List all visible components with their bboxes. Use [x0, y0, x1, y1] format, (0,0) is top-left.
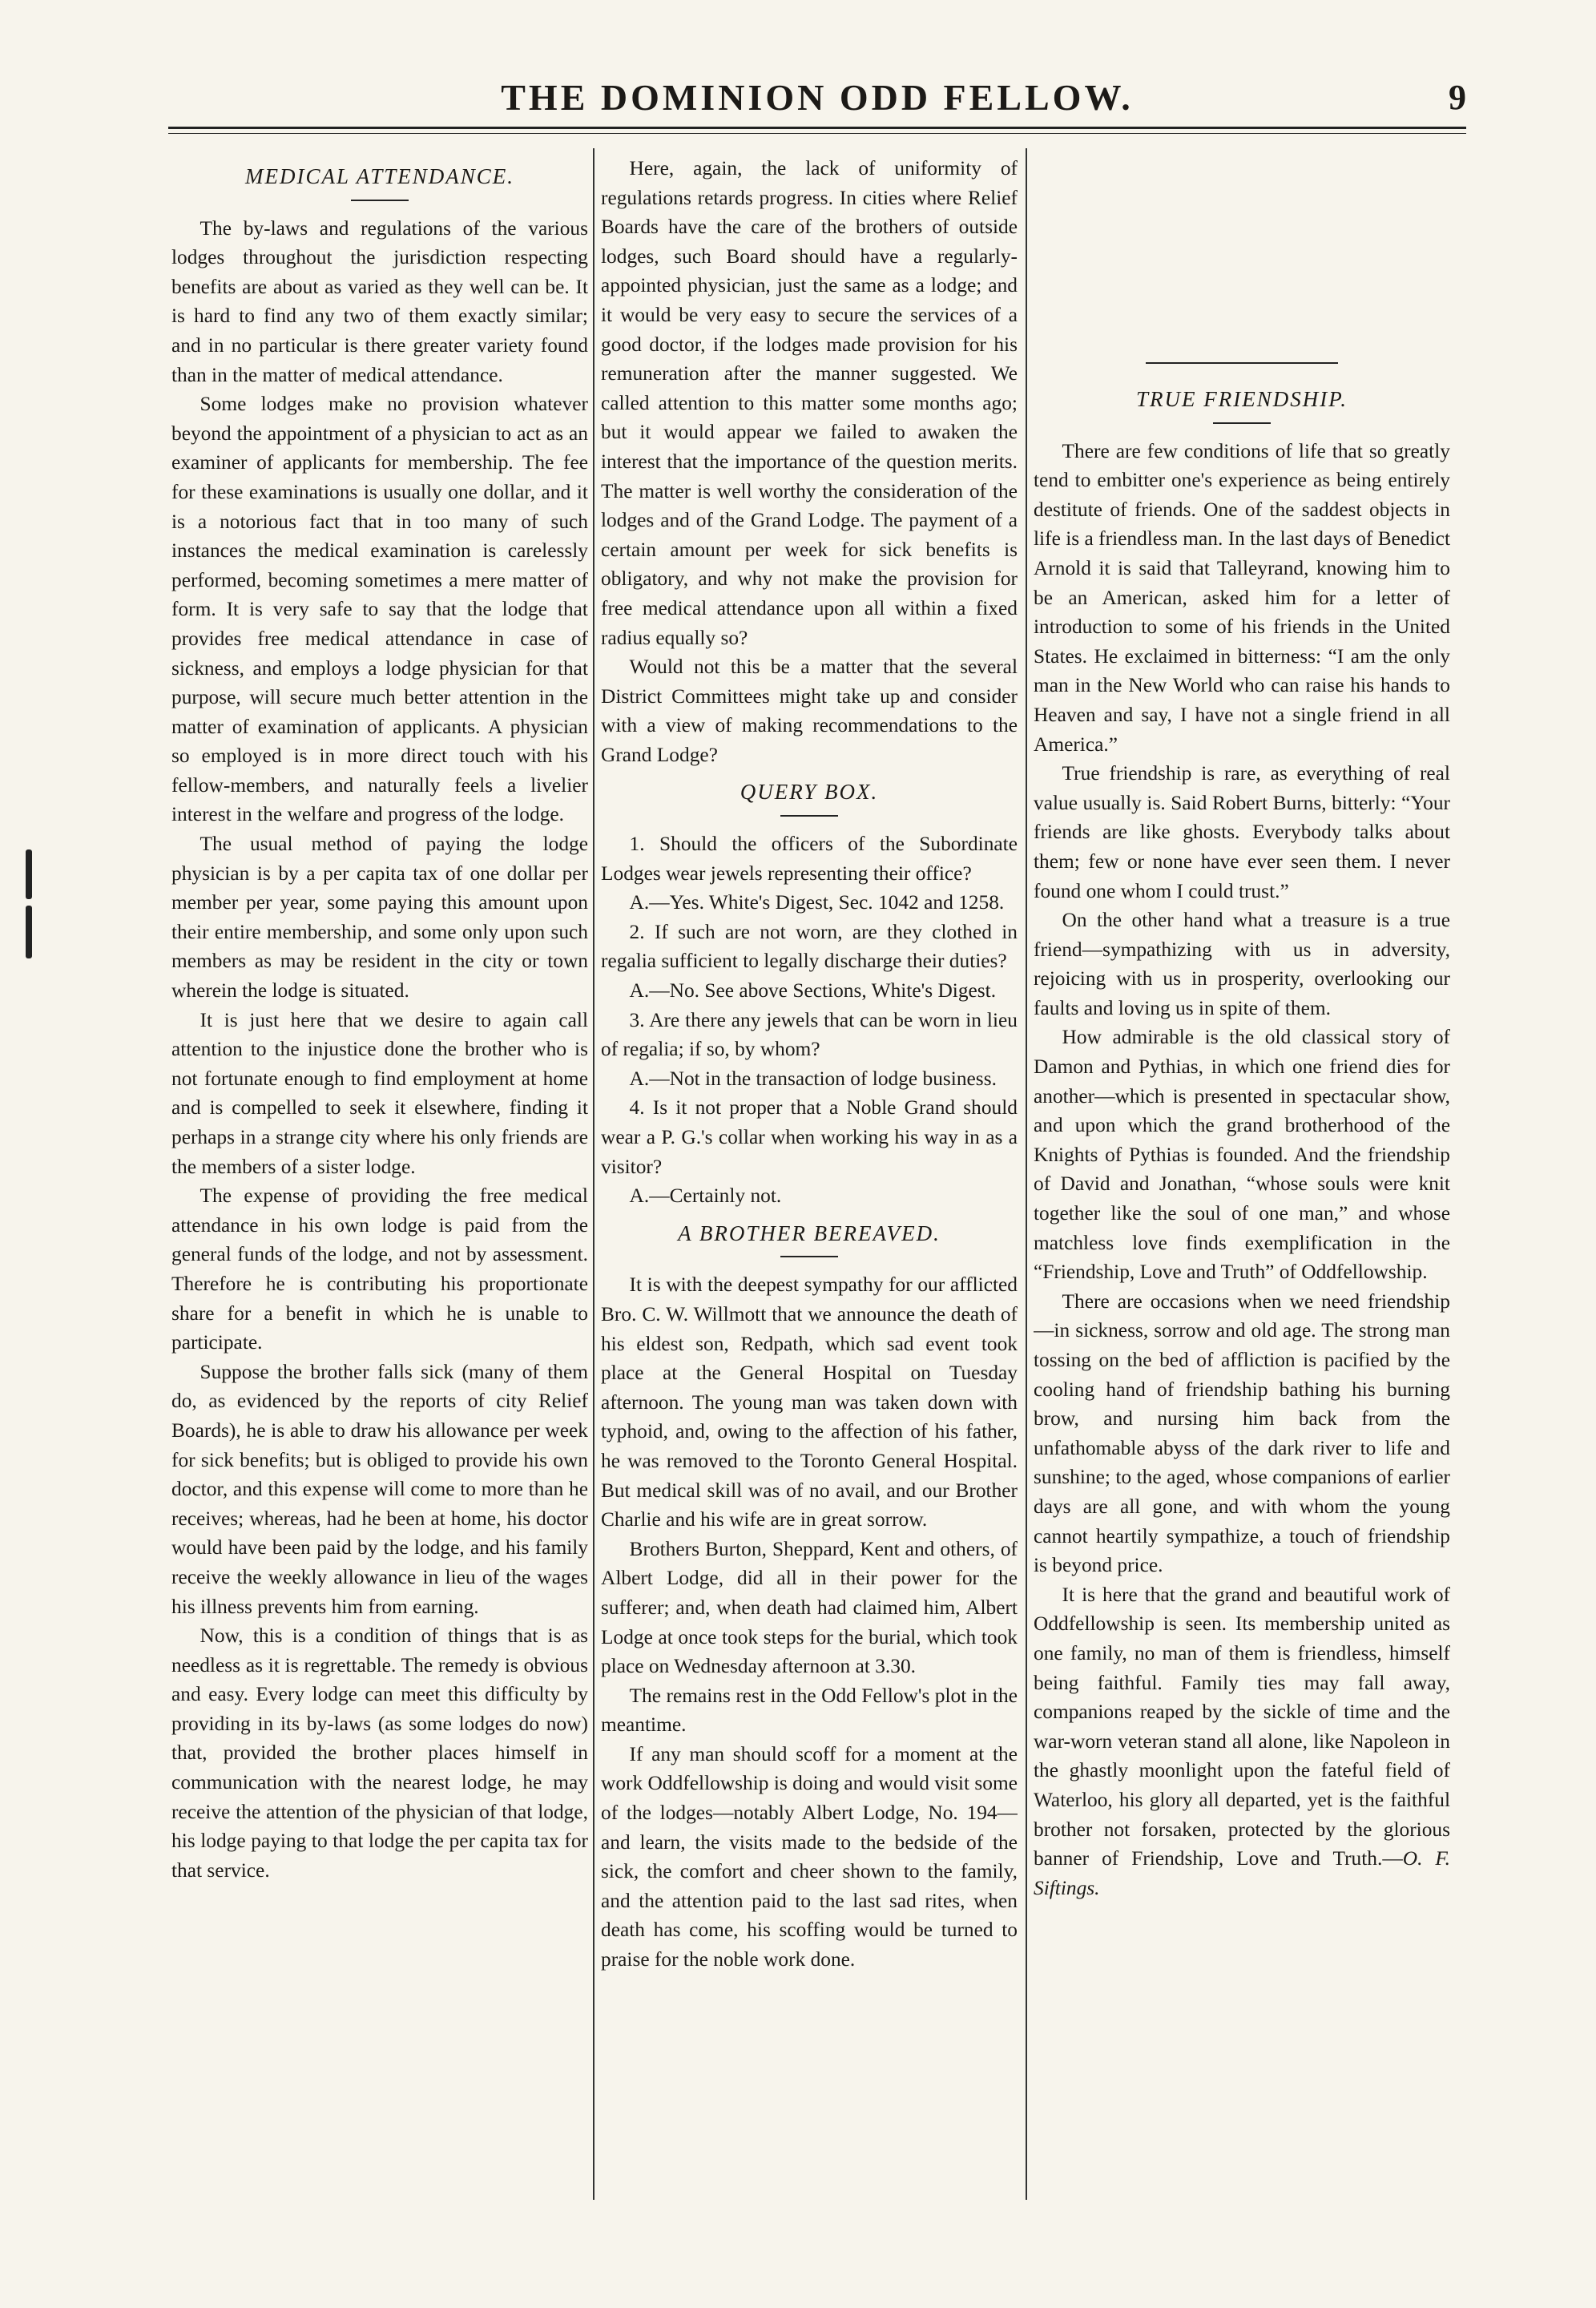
margin-mark [26, 906, 32, 958]
query-answer: A.—No. See above Sections, White's Digest. [629, 979, 997, 1003]
article-paragraph: There are few conditions of life that so greatly tend to embitter one's experience as being entirely destitute of friends. One of the saddest objects in life is a friendless man. In the last days of Benedict Arnold it is said that Talleyrand, knowing him to be an American, asked him for a letter of introduction to some of his friends in the United States. He exclaimed in bitterness: “I am the only man in the New World who can raise his hands to Heaven and say, I have not a single friend in all America.” [1034, 439, 1450, 756]
column-divider-1 [593, 148, 594, 2200]
section-rule [1146, 362, 1338, 364]
publication-title: THE DOMINION ODD FELLOW. [501, 76, 1134, 118]
page-number: 9 [1449, 78, 1466, 117]
heading-rule [1213, 422, 1271, 424]
article-paragraph: The remains rest in the Odd Fellow's plot in the meantime. [601, 1684, 1018, 1737]
query-question: 2. If such are not worn, are they clothed in regalia sufficient to legally discharge their duties? [601, 920, 1018, 973]
header-rule [168, 127, 1466, 129]
article-paragraph: It is with the deepest sympathy for our afflicted Bro. C. W. Willmott that we announce the death of his eldest son, Redpath, which sad event took place at the General Hospital on Tuesday afternoon. The young man was taken down with typhoid, and, owing to the affection of his father, he was removed to the Toronto General Hospital. But medical skill was of no avail, and our Brother Charlie and his wife are in great sorrow. [601, 1273, 1018, 1531]
heading-brother-bereaved: A BROTHER BEREAVED. [678, 1221, 941, 1245]
article-paragraph: True friendship is rare, as everything of real value usually is. Said Robert Burns, bitterly: “Your friends are like ghosts. Everybody talks about them; few or none have ever seen them. I never found one whom I could trust.” [1034, 762, 1450, 902]
heading-rule [351, 200, 409, 201]
article-paragraph: Some lodges make no provision whatever beyond the appointment of a physician to act as an examiner of applicants for membership. The fee for these examinations is usually one dollar, and it is a notorious fact that in too many of such instances the medical examination is carelessly performed, becoming sometimes a mere matter of form. It is very safe to say that the lodge that provides free medical attendance in case of sickness, and employs a lodge physician for that purpose, will secure much better attention in the matter of examination of applicants. A physician so employed is in more direct touch with his fellow-members, and naturally feels a livelier interest in the welfare and progress of the lodge. [171, 393, 588, 826]
query-question: 3. Are there any jewels that can be worn in lieu of regalia; if so, by whom? [601, 1008, 1018, 1061]
heading-query-box: QUERY BOX. [740, 780, 879, 805]
article-paragraph: Here, again, the lack of uniformity of regulations retards progress. In cities where Relief Boards have the care of the brothers of outside lodges, such Board should have a regularly-appointed physician, just the same as a lodge; and it would be very easy to secure the services of a good doctor, if the lodges made provision for his remuneration after the manner suggested. We called attention to this matter some months ago; but it would appear we failed to awaken the interest that the importance of the question merits. The matter is well worthy the consideration of the lodges and of the Grand Lodge. The payment of a certain amount per week for sick benefits is obligatory, and why not make the provision for free medical attendance upon all within a fixed radius equally so? [601, 157, 1018, 649]
heading-true-friendship: TRUE FRIENDSHIP. [1136, 387, 1348, 411]
masthead [168, 69, 1466, 125]
article-paragraph: The usual method of paying the lodge physician is by a per capita tax of one dollar per member per year, some paying this amount upon their entire membership, and some only upon such members as may be resident in the city or town wherein the lodge is situated. [171, 833, 588, 1003]
column-3 [1034, 154, 1450, 2189]
heading-rule [780, 1256, 838, 1257]
heading-medical-attendance: MEDICAL ATTENDANCE. [244, 164, 515, 188]
article-paragraph: Brothers Burton, Sheppard, Kent and others, of Albert Lodge, did all in their power for the sufferer; and, when death had claimed him, Albert Lodge at once took steps for the burial, which took place on Wednesday afternoon at 3.30. [601, 1537, 1018, 1678]
article-paragraph-final [1034, 1580, 1450, 1903]
article-paragraph: On the other hand what a treasure is a true friend—sympathizing with us in adversity, rejoicing with us in prosperity, overlooking our faults and loving us in spite of them. [1034, 909, 1450, 1019]
article-paragraph: Would not this be a matter that the several District Committees might take up and consider with a view of making recommendations to the Grand Lodge? [601, 656, 1018, 766]
heading-rule [780, 815, 838, 817]
column-divider-2 [1026, 148, 1027, 2200]
column-2 [601, 154, 1018, 2189]
article-paragraph: The by-laws and regulations of the various lodges throughout the jurisdiction respecting benefits are about as varied as they well can be. It is hard to find any two of them exactly similar; and in no particular is there greater variety found than in the matter of medical attendance. [171, 216, 588, 386]
article-paragraph: It is just here that we desire to again call attention to the injustice done the brother who is not fortunate enough to find employment at home and is compelled to seek it elsewhere, finding it perhaps in a strange city where his only friends are the members of a sister lodge. [171, 1008, 588, 1178]
article-paragraph: Now, this is a condition of things that is as needless as it is regrettable. The remedy is obvious and easy. Every lodge can meet this difficulty by providing in its by-laws (as some lodges do now) that, provided the brother places himself in communication with the nearest lodge, he may receive the attention of the physician of that lodge, his lodge paying to that lodge the per capita tax for that service. [171, 1624, 588, 1882]
final-paragraph-text: It is here that the grand and beautiful work of Oddfellowship is seen. Its membership united as one family, no man of them is friendless, himself being faithful. Family ties may fall away, companions reaped by the sickle of time and the war-worn veteran stand all alone, like Napoleon in the ghastly moonlight upon the fateful field of Waterloo, his glory all departed, yet is the faithful brother not forsaken, protected by the glorious banner of Friendship, Love and Truth.— [1034, 1583, 1450, 1870]
article-paragraph: If any man should scoff for a moment at the work Oddfellowship is doing and would visit some of the lodges—notably Albert Lodge, No. 194—and learn, the visits made to the bedside of the sick, the comfort and cheer shown to the family, and the attention paid to the last sad rites, when death has come, his scoffing would be turned to praise for the noble work done. [601, 1742, 1018, 1971]
margin-mark [26, 849, 32, 899]
article-paragraph: The expense of providing the free medical attendance in his own lodge is paid from the general funds of the lodge, and not by assessment. Therefore he is contributing his proportionate share for a benefit in which he is unable to participate. [171, 1184, 588, 1354]
query-question: 4. Is it not proper that a Noble Grand should wear a P. G.'s collar when working his way in as a visitor? [601, 1096, 1018, 1178]
article-paragraph: How admirable is the old classical story of Damon and Pythias, in which one friend dies for another—which is presented in spectacular show, and upon which the grand brotherhood of the Knights of Pythias is founded. And the friendship of David and Jonathan, “whose souls were knit together like the soul of one man,” and whose matchless love finds exemplification in the “Friendship, Love and Truth” of Oddfellowship. [1034, 1026, 1450, 1284]
article-paragraph: There are occasions when we need friendship—in sickness, sorrow and old age. The strong man tossing on the bed of affliction is pacified by the cooling hand of friendship bathing his burning brow, and nursing him back from the unfathomable abyss of the dark river to life and sunshine; to the aged, whose companions of earlier days are all gone, and with whom the young cannot heartily sympathize, a touch of friendship is beyond price. [1034, 1289, 1450, 1577]
header-rule-thin [168, 133, 1466, 134]
article-source: O. F. Siftings. [1034, 1847, 1450, 1899]
query-answer: A.—Certainly not. [629, 1184, 782, 1208]
query-answer: A.—Yes. White's Digest, Sec. 1042 and 1258. [629, 891, 1005, 914]
query-answer: A.—Not in the transaction of lodge business. [629, 1067, 997, 1090]
article-paragraph: Suppose the brother falls sick (many of them do, as evidenced by the reports of city Relief Boards), he is able to draw his allowance per week for sick benefits; but is obliged to provide his own doctor, and this expense will come to more than he receives; whereas, had he been at home, his doctor would have been paid by the lodge, and his family receive the weekly allowance in lieu of the wages his illness prevents him from earning. [171, 1360, 588, 1618]
query-question: 1. Should the officers of the Subordinate Lodges wear jewels representing their office? [601, 833, 1018, 885]
column-1 [171, 154, 588, 2189]
